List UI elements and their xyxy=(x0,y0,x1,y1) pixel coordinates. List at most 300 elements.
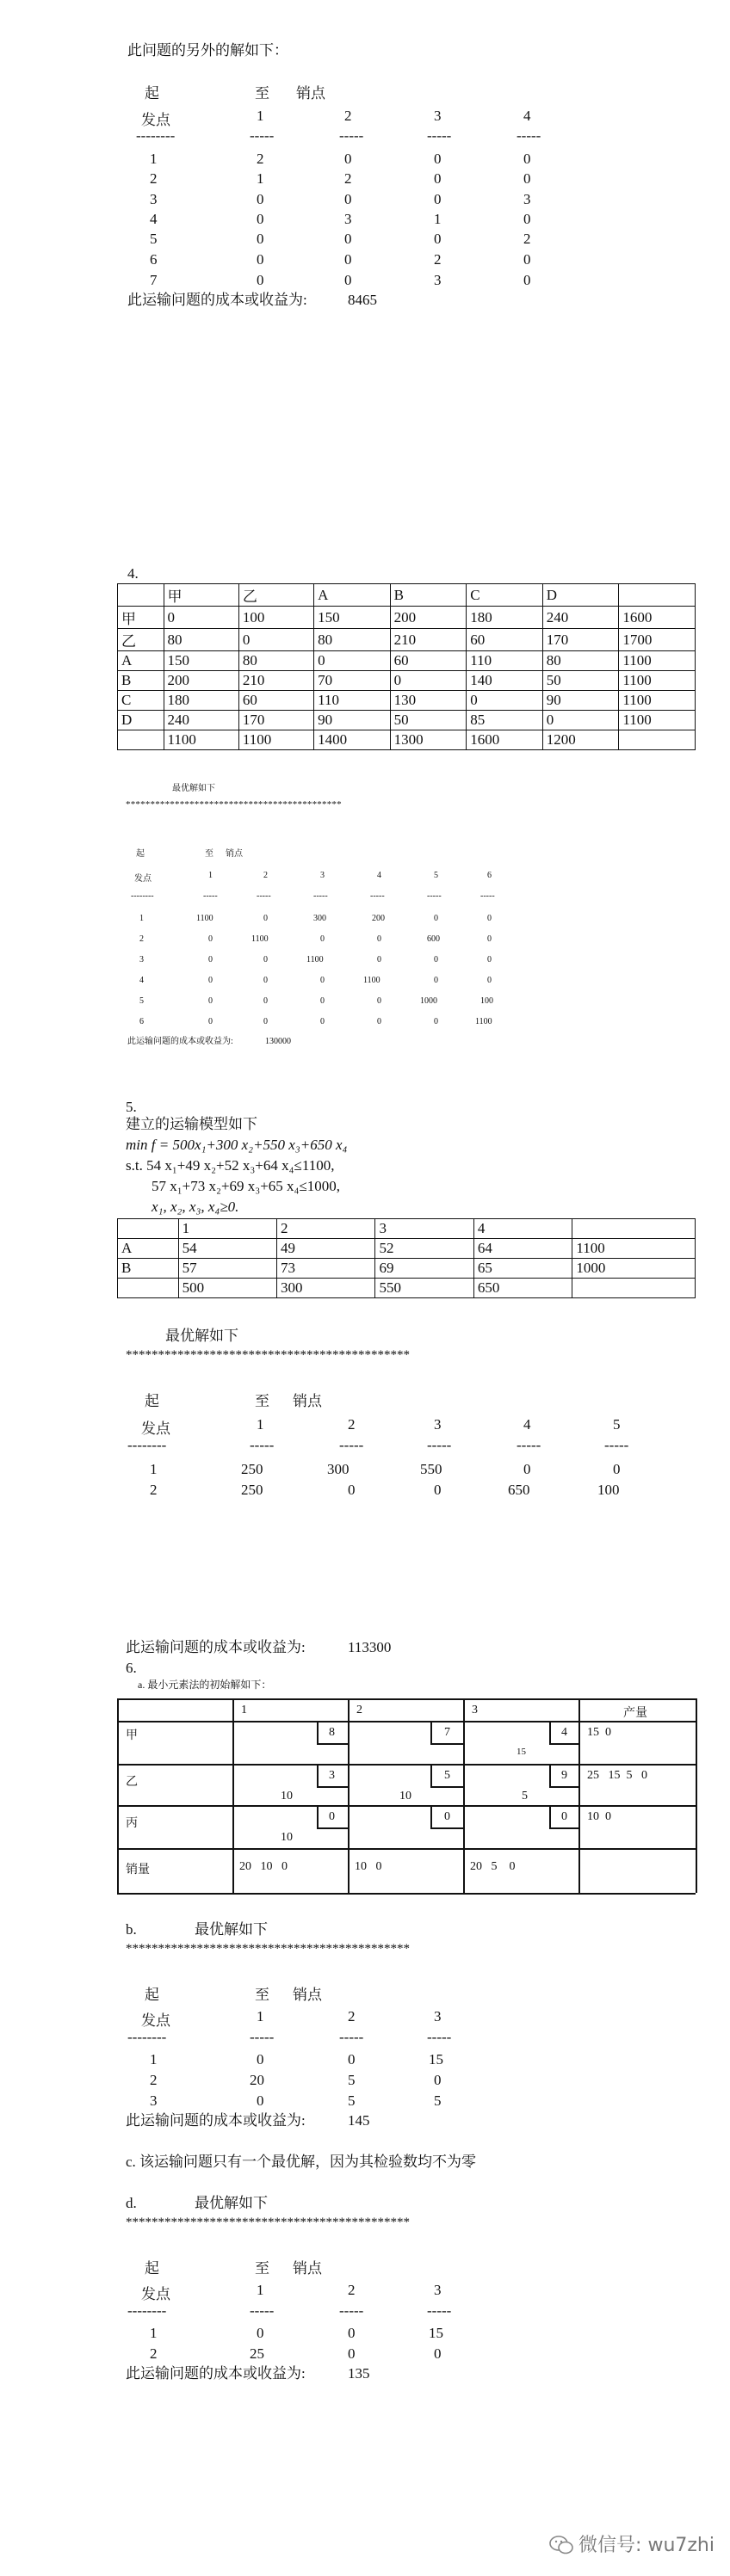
cell-value: 0 xyxy=(263,955,268,964)
cell-value: 650 xyxy=(508,1482,530,1498)
cell-value: 发点 xyxy=(134,874,152,884)
table-cell xyxy=(619,730,696,750)
cell-value: 2 xyxy=(139,934,144,944)
table-cell: 0 xyxy=(390,671,467,691)
cell-value: 0 xyxy=(523,272,531,288)
cell-value: 0 xyxy=(344,272,352,288)
hdr-xiaodian: 销点 xyxy=(226,849,243,859)
table-cell: 0 xyxy=(542,711,619,730)
hdr-zhi: 至 xyxy=(255,1393,269,1409)
table-cell: 1100 xyxy=(164,730,238,750)
cell-value: 1 xyxy=(208,871,213,880)
table-cell: 1100 xyxy=(619,691,696,711)
cell-value: -------- xyxy=(127,2302,167,2319)
cell-value: 0 xyxy=(348,2345,356,2362)
cell-value: 0 xyxy=(344,151,352,167)
wechat-icon xyxy=(549,2536,573,2554)
table-cell xyxy=(118,584,164,607)
table-row xyxy=(118,584,696,607)
hdr-zhi: 至 xyxy=(255,85,269,102)
table-row xyxy=(0,955,730,967)
cell-value: 3 xyxy=(344,211,352,227)
cell-value: 300 xyxy=(313,914,326,923)
table-cell: A xyxy=(314,584,391,607)
constraint-2: 57 x₁+73 x₂+69 x₃+65 x₄≤1000, xyxy=(152,1178,341,1194)
cell-value: 0 xyxy=(257,251,264,268)
table-cell: 170 xyxy=(238,711,313,730)
table-cell: 500 xyxy=(178,1279,276,1298)
table-cell: 1700 xyxy=(619,629,696,651)
cell-value: 5 xyxy=(150,231,158,247)
cell-value: ----- xyxy=(339,2029,364,2045)
cell-value: 0 xyxy=(434,151,442,167)
table-cell: 69 xyxy=(375,1259,473,1279)
output-col-header xyxy=(0,2008,730,2029)
cell-value: 2 xyxy=(348,1416,356,1433)
row-label: 丙 xyxy=(126,1817,138,1830)
cell-value: 1 xyxy=(257,170,264,187)
cell-value: 2 xyxy=(348,2008,356,2024)
table-row xyxy=(118,691,696,711)
cell-value: -------- xyxy=(131,891,154,901)
wechat-watermark xyxy=(549,2530,715,2557)
opt-label: 最优解如下 xyxy=(165,1328,238,1344)
table-cell: 乙 xyxy=(238,584,313,607)
cell-value: 0 xyxy=(257,272,264,288)
cell-value: 1 xyxy=(150,151,158,167)
table-cell: 49 xyxy=(277,1239,375,1259)
cell-value: 1 xyxy=(150,1461,158,1477)
cell-value: 4 xyxy=(523,1416,531,1433)
table-row xyxy=(118,1279,696,1298)
table-cell: 130 xyxy=(390,691,467,711)
cell-value: 5 xyxy=(348,2092,356,2109)
cell-value: ----- xyxy=(339,2302,364,2319)
table-cell: 甲 xyxy=(164,584,238,607)
table-row xyxy=(0,914,730,926)
cell-value: 0 xyxy=(487,914,492,923)
cell-value: 0 xyxy=(434,2345,442,2362)
col-label: 3 xyxy=(434,108,442,124)
cell-value: 2 xyxy=(150,1482,158,1498)
cell-value: 0 xyxy=(257,2325,264,2341)
cell-value: 0 xyxy=(320,996,325,1006)
b-label: b. xyxy=(126,1921,137,1938)
table-cell: 240 xyxy=(164,711,238,730)
hdr-qi: 起 xyxy=(145,2260,159,2277)
cell-value: 3 xyxy=(434,1416,442,1433)
table-cell: 0 xyxy=(238,629,313,651)
table-cell: 73 xyxy=(277,1259,375,1279)
table-row xyxy=(0,2092,730,2110)
dash: ----- xyxy=(339,127,364,144)
cell-value: 0 xyxy=(263,914,268,923)
cell-value: 250 xyxy=(241,1461,263,1477)
cell-value: 5 xyxy=(139,996,144,1006)
cell-value: 4 xyxy=(561,1726,567,1739)
table-cell: 300 xyxy=(277,1279,375,1298)
table-row xyxy=(118,711,696,730)
table-cell: D xyxy=(542,584,619,607)
cost-value: 113300 xyxy=(348,1639,392,1655)
cell-value: 1100 xyxy=(475,1017,492,1026)
cell-value: 0 xyxy=(208,996,213,1006)
cell-value: 25 xyxy=(250,2345,264,2362)
cell-value: 0 xyxy=(377,996,381,1006)
table-cell: 170 xyxy=(542,629,619,651)
cell-value: 0 xyxy=(329,1810,335,1823)
cell-value: 1 xyxy=(139,914,144,923)
cell-value: 15 xyxy=(429,2325,443,2341)
cell-value: 1000 xyxy=(420,996,437,1006)
cell-value: 发点 xyxy=(141,2012,170,2029)
cell-value: 0 xyxy=(523,211,531,227)
hdr-zhi: 至 xyxy=(205,849,213,859)
cell-value: 0 xyxy=(434,231,442,247)
cell-value: 3 xyxy=(434,272,442,288)
output-dash-row xyxy=(0,2302,730,2320)
cell-value: 0 xyxy=(344,251,352,268)
table-cell: B xyxy=(118,671,164,691)
cell-value: 5 xyxy=(444,1769,450,1782)
cost-label: 此运输问题的成本或收益为: xyxy=(126,2112,306,2129)
output-col-header xyxy=(0,2282,730,2302)
cell-value: 5 xyxy=(613,1416,621,1433)
cell-value: 1100 xyxy=(363,976,380,985)
table-row xyxy=(118,607,696,629)
table-row xyxy=(0,1461,730,1478)
table-cell: 1600 xyxy=(619,607,696,629)
row-label: 销量 xyxy=(126,1864,150,1877)
cell-value: 0 xyxy=(434,976,438,985)
cell-value: 20 xyxy=(250,2072,264,2088)
cost-value: 8465 xyxy=(348,292,377,308)
cell-value: 3 xyxy=(434,2008,442,2024)
cell-value: 4 xyxy=(150,211,158,227)
col-label: 1 xyxy=(257,108,264,124)
cell-value: 1100 xyxy=(251,934,269,944)
cell-value: 300 xyxy=(327,1461,350,1477)
cell-value: 0 xyxy=(487,934,492,944)
cell-value: 1 xyxy=(150,2051,158,2068)
table-cell: 65 xyxy=(473,1259,572,1279)
a-label: a. 最小元素法的初始解如下： xyxy=(138,1679,272,1691)
model-title: 建立的运输模型如下 xyxy=(126,1116,257,1132)
table-cell: 1200 xyxy=(542,730,619,750)
table-cell: 100 xyxy=(238,607,313,629)
cell-value: 5 xyxy=(522,1790,528,1803)
table-cell: 80 xyxy=(542,651,619,671)
cell-value: 0 xyxy=(523,1461,531,1477)
table-row xyxy=(0,151,730,168)
cell-value: 0 xyxy=(434,1482,442,1498)
dash: ----- xyxy=(517,127,541,144)
cell-value: 15 xyxy=(517,1747,526,1757)
table-cell: 200 xyxy=(390,607,467,629)
cell-value: 2 xyxy=(257,151,264,167)
cell-value: 10 0 xyxy=(355,1860,382,1873)
table-row xyxy=(118,1219,696,1239)
cell-value: 4 xyxy=(377,871,381,880)
cell-value: 1 xyxy=(434,211,442,227)
cell-value: 3 xyxy=(434,2282,442,2298)
dash: -------- xyxy=(136,127,176,144)
table-cell: 1600 xyxy=(467,730,543,750)
stars-divider: ******************************************** xyxy=(126,1942,410,1956)
table-row xyxy=(0,934,730,946)
cell-value: 15 xyxy=(429,2051,443,2068)
table-row xyxy=(118,1259,696,1279)
cost-label: 此运输问题的成本或收益为: xyxy=(127,1037,233,1046)
cell-value: 0 xyxy=(320,976,325,985)
cell-value: 0 xyxy=(257,211,264,227)
cell-value: 0 xyxy=(257,2092,264,2109)
cell-value: 2 xyxy=(344,170,352,187)
cell-value: 1 xyxy=(257,2008,264,2024)
cell-value: 0 xyxy=(348,2325,356,2341)
cell-value: 0 xyxy=(263,996,268,1006)
hdr-qi: 起 xyxy=(136,849,145,859)
table-row xyxy=(0,191,730,208)
stars-divider: ******************************************** xyxy=(126,799,342,810)
cell-value: 7 xyxy=(444,1726,450,1739)
table-cell: A xyxy=(118,1239,179,1259)
cell-value: ----- xyxy=(250,2302,275,2319)
table-cell: 2 xyxy=(277,1219,375,1239)
cell-value: 发点 xyxy=(141,1420,170,1437)
table-row xyxy=(118,730,696,750)
table-cell: 1300 xyxy=(390,730,467,750)
d-label: d. xyxy=(126,2195,137,2211)
cell-value: 100 xyxy=(480,996,493,1006)
cell-value: 0 xyxy=(377,1017,381,1026)
cell-value: 0 xyxy=(263,976,268,985)
opt-label: 最优解如下 xyxy=(172,784,215,793)
hdr-qi: 起 xyxy=(145,1987,159,2003)
cell-value: 3 xyxy=(523,191,531,207)
cell-value: 1 xyxy=(257,2282,264,2298)
output-dash-row xyxy=(0,127,730,145)
table-cell: 3 xyxy=(375,1219,473,1239)
table-cell: 甲 xyxy=(118,607,164,629)
table-cell xyxy=(572,1279,696,1298)
row-label: 乙 xyxy=(126,1776,138,1789)
cell-value: ----- xyxy=(480,891,495,901)
table-cell: B xyxy=(390,584,467,607)
table-cell: 110 xyxy=(467,651,543,671)
cell-value: 25 15 5 0 xyxy=(587,1769,647,1782)
hdr-xiaodian: 销点 xyxy=(293,1393,322,1409)
cost-label: 此运输问题的成本或收益为: xyxy=(126,1639,306,1655)
output-dash-row xyxy=(0,891,730,903)
table-cell: 50 xyxy=(390,711,467,730)
cell-value: 0 xyxy=(208,976,213,985)
cell-value: 3 xyxy=(150,191,158,207)
table-cell: 54 xyxy=(178,1239,276,1259)
cost-value: 130000 xyxy=(265,1037,291,1046)
cell-value: 8 xyxy=(329,1726,335,1739)
table-cell: 150 xyxy=(314,607,391,629)
col-label: 4 xyxy=(523,108,531,124)
col-label: 2 xyxy=(344,108,352,124)
table-cell: 80 xyxy=(314,629,391,651)
table-cell: 0 xyxy=(314,651,391,671)
cost-value: 145 xyxy=(348,2112,370,2129)
cell-value: 0 xyxy=(344,191,352,207)
table-row xyxy=(118,629,696,651)
cell-value: 0 xyxy=(208,955,213,964)
objective: min f = 500x₁+300 x₂+550 x₃+650 x₄ xyxy=(126,1137,348,1153)
table-row xyxy=(0,2051,730,2068)
cell-value: 1 xyxy=(150,2325,158,2341)
cell-value: 250 xyxy=(241,1482,263,1498)
col-label: 产量 xyxy=(623,1707,647,1720)
table-cell: 60 xyxy=(390,651,467,671)
cell-value: 200 xyxy=(372,914,385,923)
table-cell: C xyxy=(118,691,164,711)
cell-value: 0 xyxy=(257,231,264,247)
table-cell: 0 xyxy=(164,607,238,629)
cell-value: 7 xyxy=(150,272,158,288)
cell-value: 0 xyxy=(377,934,381,944)
cell-value: 0 xyxy=(348,1482,356,1498)
cell-value: 2 xyxy=(348,2282,356,2298)
table-cell xyxy=(118,1219,179,1239)
hdr-zhi: 至 xyxy=(255,1987,269,2003)
table-cell: 1400 xyxy=(314,730,391,750)
section-number: 4. xyxy=(127,565,139,582)
cell-value: 3 xyxy=(150,2092,158,2109)
dash: ----- xyxy=(427,127,452,144)
cell-value: 0 xyxy=(344,231,352,247)
table-cell: 210 xyxy=(390,629,467,651)
table-cell xyxy=(572,1219,696,1239)
cell-value: ----- xyxy=(427,1437,452,1453)
cell-value: 发点 xyxy=(141,2286,170,2302)
output-dash-row xyxy=(0,2029,730,2046)
cell-value: 6 xyxy=(487,871,492,880)
table-cell: 650 xyxy=(473,1279,572,1298)
cost-table xyxy=(117,1218,696,1298)
cell-value: 6 xyxy=(150,251,158,268)
watermark-text: 微信号: wu7zhi xyxy=(578,2535,715,2556)
table-cell: 90 xyxy=(542,691,619,711)
table-row xyxy=(0,2345,730,2363)
cell-value: 15 0 xyxy=(587,1726,611,1739)
cell-value: 2 xyxy=(150,170,158,187)
cost-value: 135 xyxy=(348,2365,370,2382)
cell-value: ----- xyxy=(339,1437,364,1453)
cell-value: 9 xyxy=(561,1769,567,1782)
cell-value: ----- xyxy=(203,891,218,901)
table-row xyxy=(0,976,730,988)
cell-value: 10 0 xyxy=(587,1810,611,1823)
table-row xyxy=(0,170,730,188)
cell-value: 3 xyxy=(329,1769,335,1782)
intro-text: 此问题的另外的解如下： xyxy=(127,42,288,59)
table-cell: 1100 xyxy=(619,671,696,691)
table-cell: 1100 xyxy=(572,1239,696,1259)
cell-value: 0 xyxy=(444,1810,450,1823)
table-cell: 85 xyxy=(467,711,543,730)
cell-value: 100 xyxy=(597,1482,620,1498)
cell-value: ----- xyxy=(370,891,385,901)
dash: ----- xyxy=(250,127,275,144)
row-label: 甲 xyxy=(126,1729,138,1742)
section-number: 6. xyxy=(126,1660,137,1676)
table-row xyxy=(118,1239,696,1259)
table-cell: 4 xyxy=(473,1219,572,1239)
hdr-fadian: 发点 xyxy=(141,112,170,128)
cell-value: 2 xyxy=(434,251,442,268)
cell-value: ----- xyxy=(313,891,328,901)
table-row xyxy=(0,231,730,248)
table-cell: 57 xyxy=(178,1259,276,1279)
hdr-xiaodian: 销点 xyxy=(296,85,325,102)
cell-value: 6 xyxy=(139,1017,144,1026)
output-col-header xyxy=(0,1416,730,1437)
table-cell: 1100 xyxy=(619,651,696,671)
table-row xyxy=(0,272,730,289)
cell-value: 0 xyxy=(257,2051,264,2068)
col-label: 1 xyxy=(241,1704,247,1716)
cell-value: 0 xyxy=(320,934,325,944)
table-cell: 240 xyxy=(542,607,619,629)
table-row xyxy=(0,1482,730,1499)
cell-value: 0 xyxy=(523,151,531,167)
table-cell: 210 xyxy=(238,671,313,691)
table-cell: 200 xyxy=(164,671,238,691)
cell-value: 0 xyxy=(487,955,492,964)
table-cell: 150 xyxy=(164,651,238,671)
cell-value: 10 xyxy=(281,1831,293,1844)
cell-value: 0 xyxy=(434,955,438,964)
cell-value: 0 xyxy=(561,1810,567,1823)
cell-value: 0 xyxy=(208,934,213,944)
cell-value: 2 xyxy=(263,871,268,880)
cell-value: 3 xyxy=(139,955,144,964)
table-row xyxy=(118,651,696,671)
table-row xyxy=(0,211,730,228)
cell-value: 0 xyxy=(613,1461,621,1477)
cell-value: 600 xyxy=(427,934,440,944)
table-row xyxy=(0,2072,730,2089)
table-cell: 80 xyxy=(164,629,238,651)
cell-value: 0 xyxy=(257,191,264,207)
cell-value: ----- xyxy=(427,891,442,901)
cost-label: 此运输问题的成本或收益为: xyxy=(126,2365,306,2382)
cell-value: 0 xyxy=(434,170,442,187)
table-row xyxy=(0,996,730,1008)
cell-value: 0 xyxy=(434,1017,438,1026)
table-cell: 1100 xyxy=(619,711,696,730)
hdr-zhi: 至 xyxy=(255,2260,269,2277)
cell-value: 0 xyxy=(434,191,442,207)
cell-value: 0 xyxy=(263,1017,268,1026)
cell-value: ----- xyxy=(517,1437,541,1453)
cell-value: 2 xyxy=(150,2345,158,2362)
table-cell: 80 xyxy=(238,651,313,671)
table-cell: 90 xyxy=(314,711,391,730)
cell-value: 0 xyxy=(320,1017,325,1026)
opt-label: 最优解如下 xyxy=(195,2195,268,2211)
cell-value: 5 xyxy=(348,2072,356,2088)
table-cell: 0 xyxy=(467,691,543,711)
distance-table xyxy=(117,583,696,750)
table-cell xyxy=(118,730,164,750)
table-cell: 140 xyxy=(467,671,543,691)
cell-value: -------- xyxy=(127,2029,167,2045)
